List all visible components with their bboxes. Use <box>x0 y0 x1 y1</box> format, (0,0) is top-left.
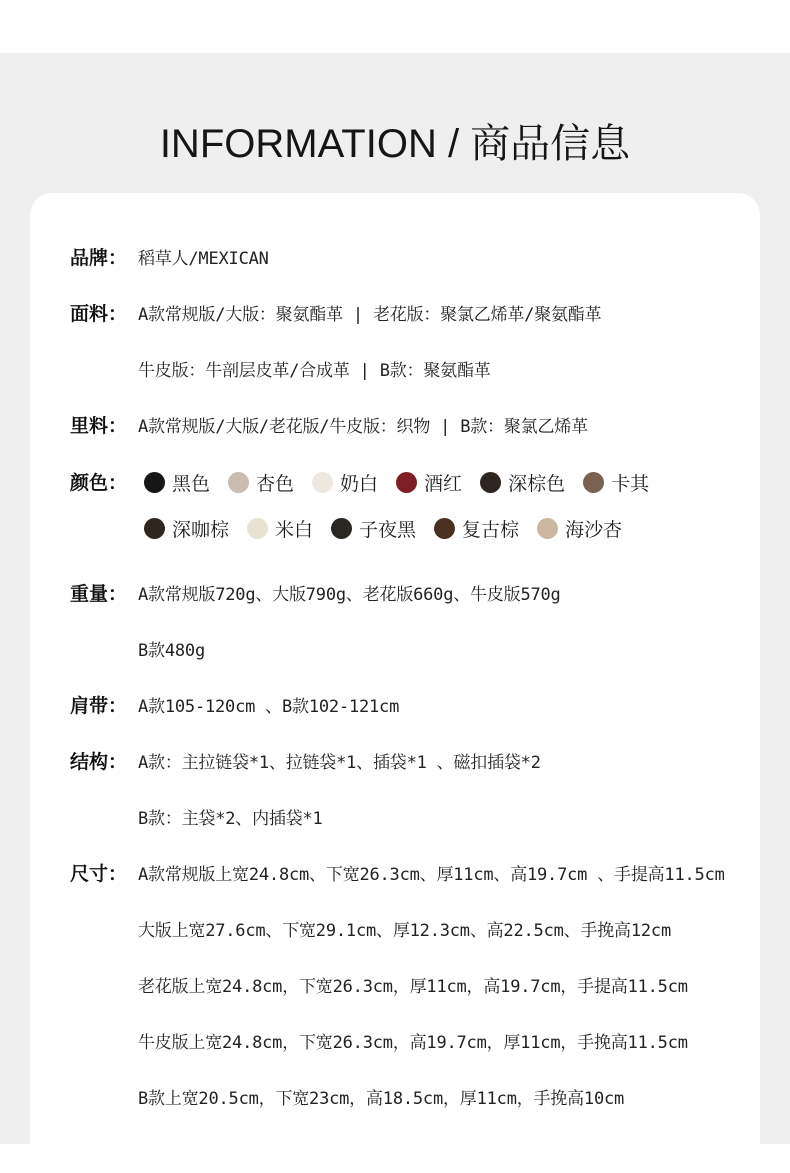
structure-row-cont <box>138 801 323 831</box>
weight-row <box>70 577 561 607</box>
size-value-line2: 大版上宽27.6cm、下宽29.1cm、厚12.3cm、高22.5cm、手挽高12cm <box>138 920 671 941</box>
color-dot <box>537 518 558 539</box>
color-dot <box>144 472 165 493</box>
size-row-cont-3 <box>138 1025 688 1055</box>
color-swatch <box>537 515 622 542</box>
structure-label: 结构： <box>70 750 128 773</box>
weight-label: 重量： <box>70 582 128 605</box>
color-dot <box>396 472 417 493</box>
lining-label: 里料： <box>70 414 128 437</box>
size-value-line5: B款上宽20.5cm，下宽23cm，高18.5cm，厚11cm，手挽高10cm <box>138 1088 625 1109</box>
size-row-cont-2 <box>138 969 688 999</box>
strap-value: A款105-120cm 、B款102-121cm <box>138 696 400 717</box>
strap-row <box>70 689 399 719</box>
color-swatch-label: 复古棕 <box>462 518 520 541</box>
color-swatch <box>434 515 519 542</box>
size-value-line4: 牛皮版上宽24.8cm，下宽26.3cm，高19.7cm，厚11cm，手挽高11.5cm <box>138 1032 688 1053</box>
lining-value: A款常规版/大版/老花版/牛皮版：织物 | B款：聚氯乙烯革 <box>138 416 588 437</box>
fabric-label: 面料： <box>70 302 128 325</box>
color-swatch-label: 杏色 <box>256 472 295 495</box>
fabric-value-line2: 牛皮版：牛剖层皮革/合成革 | B款：聚氨酯革 <box>138 360 491 381</box>
color-swatch-label: 酒红 <box>424 472 463 495</box>
size-value-line3: 老花版上宽24.8cm，下宽26.3cm，厚11cm，高19.7cm，手提高11.5cm <box>138 976 688 997</box>
page-title: INFORMATION / 商品信息 <box>159 122 631 166</box>
color-swatch-label: 深咖棕 <box>172 518 230 541</box>
color-swatch <box>247 515 313 542</box>
fabric-row-cont <box>138 353 491 383</box>
strap-label: 肩带： <box>70 694 128 717</box>
color-swatch-label: 米白 <box>275 518 314 541</box>
weight-value-line2: B款480g <box>138 640 205 661</box>
lining-row <box>70 409 588 439</box>
color-swatch-label: 奶白 <box>340 472 379 495</box>
color-dot <box>312 472 333 493</box>
color-dot <box>434 518 455 539</box>
color-swatches-line2 <box>144 513 640 543</box>
color-swatch <box>228 469 294 496</box>
fabric-row <box>70 297 601 327</box>
color-swatch <box>396 469 462 496</box>
color-dot <box>583 472 604 493</box>
color-swatch <box>144 515 229 542</box>
color-swatch <box>331 515 416 542</box>
weight-row-cont <box>138 633 205 663</box>
brand-value: 稻草人/MEXICAN <box>138 248 269 269</box>
structure-row <box>70 745 541 775</box>
size-row <box>70 857 725 887</box>
color-dot <box>331 518 352 539</box>
color-dot <box>228 472 249 493</box>
fabric-value-line1: A款常规版/大版：聚氨酯革 | 老花版：聚氯乙烯革/聚氨酯革 <box>138 304 602 325</box>
color-dot <box>247 518 268 539</box>
color-swatch-label: 卡其 <box>611 472 650 495</box>
color-swatch-label: 黑色 <box>172 472 211 495</box>
color-swatch <box>480 469 565 496</box>
color-label: 颜色： <box>70 471 128 494</box>
size-label: 尺寸： <box>70 862 128 885</box>
color-dot <box>144 518 165 539</box>
color-swatch <box>312 469 378 496</box>
color-swatch <box>583 469 649 496</box>
size-value-line1: A款常规版上宽24.8cm、下宽26.3cm、厚11cm、高19.7cm 、手提高11.5cm <box>138 864 725 885</box>
color-row <box>70 466 138 496</box>
color-dot <box>480 472 501 493</box>
structure-value-line2: B款：主袋*2、内插袋*1 <box>138 808 323 829</box>
color-swatch-label: 深棕色 <box>508 472 566 495</box>
color-swatch-label: 海沙杏 <box>565 518 623 541</box>
size-row-cont-4 <box>138 1081 624 1111</box>
size-row-cont-1 <box>138 913 671 943</box>
weight-value-line1: A款常规版720g、大版790g、老花版660g、牛皮版570g <box>138 584 561 605</box>
color-swatches-line1 <box>144 467 667 497</box>
brand-label: 品牌： <box>70 246 128 269</box>
structure-value-line1: A款：主拉链袋*1、拉链袋*1、插袋*1 、磁扣插袋*2 <box>138 752 541 773</box>
top-strip <box>0 0 790 53</box>
color-swatch-label: 子夜黑 <box>359 518 417 541</box>
brand-row <box>70 241 269 271</box>
color-swatch <box>144 469 210 496</box>
